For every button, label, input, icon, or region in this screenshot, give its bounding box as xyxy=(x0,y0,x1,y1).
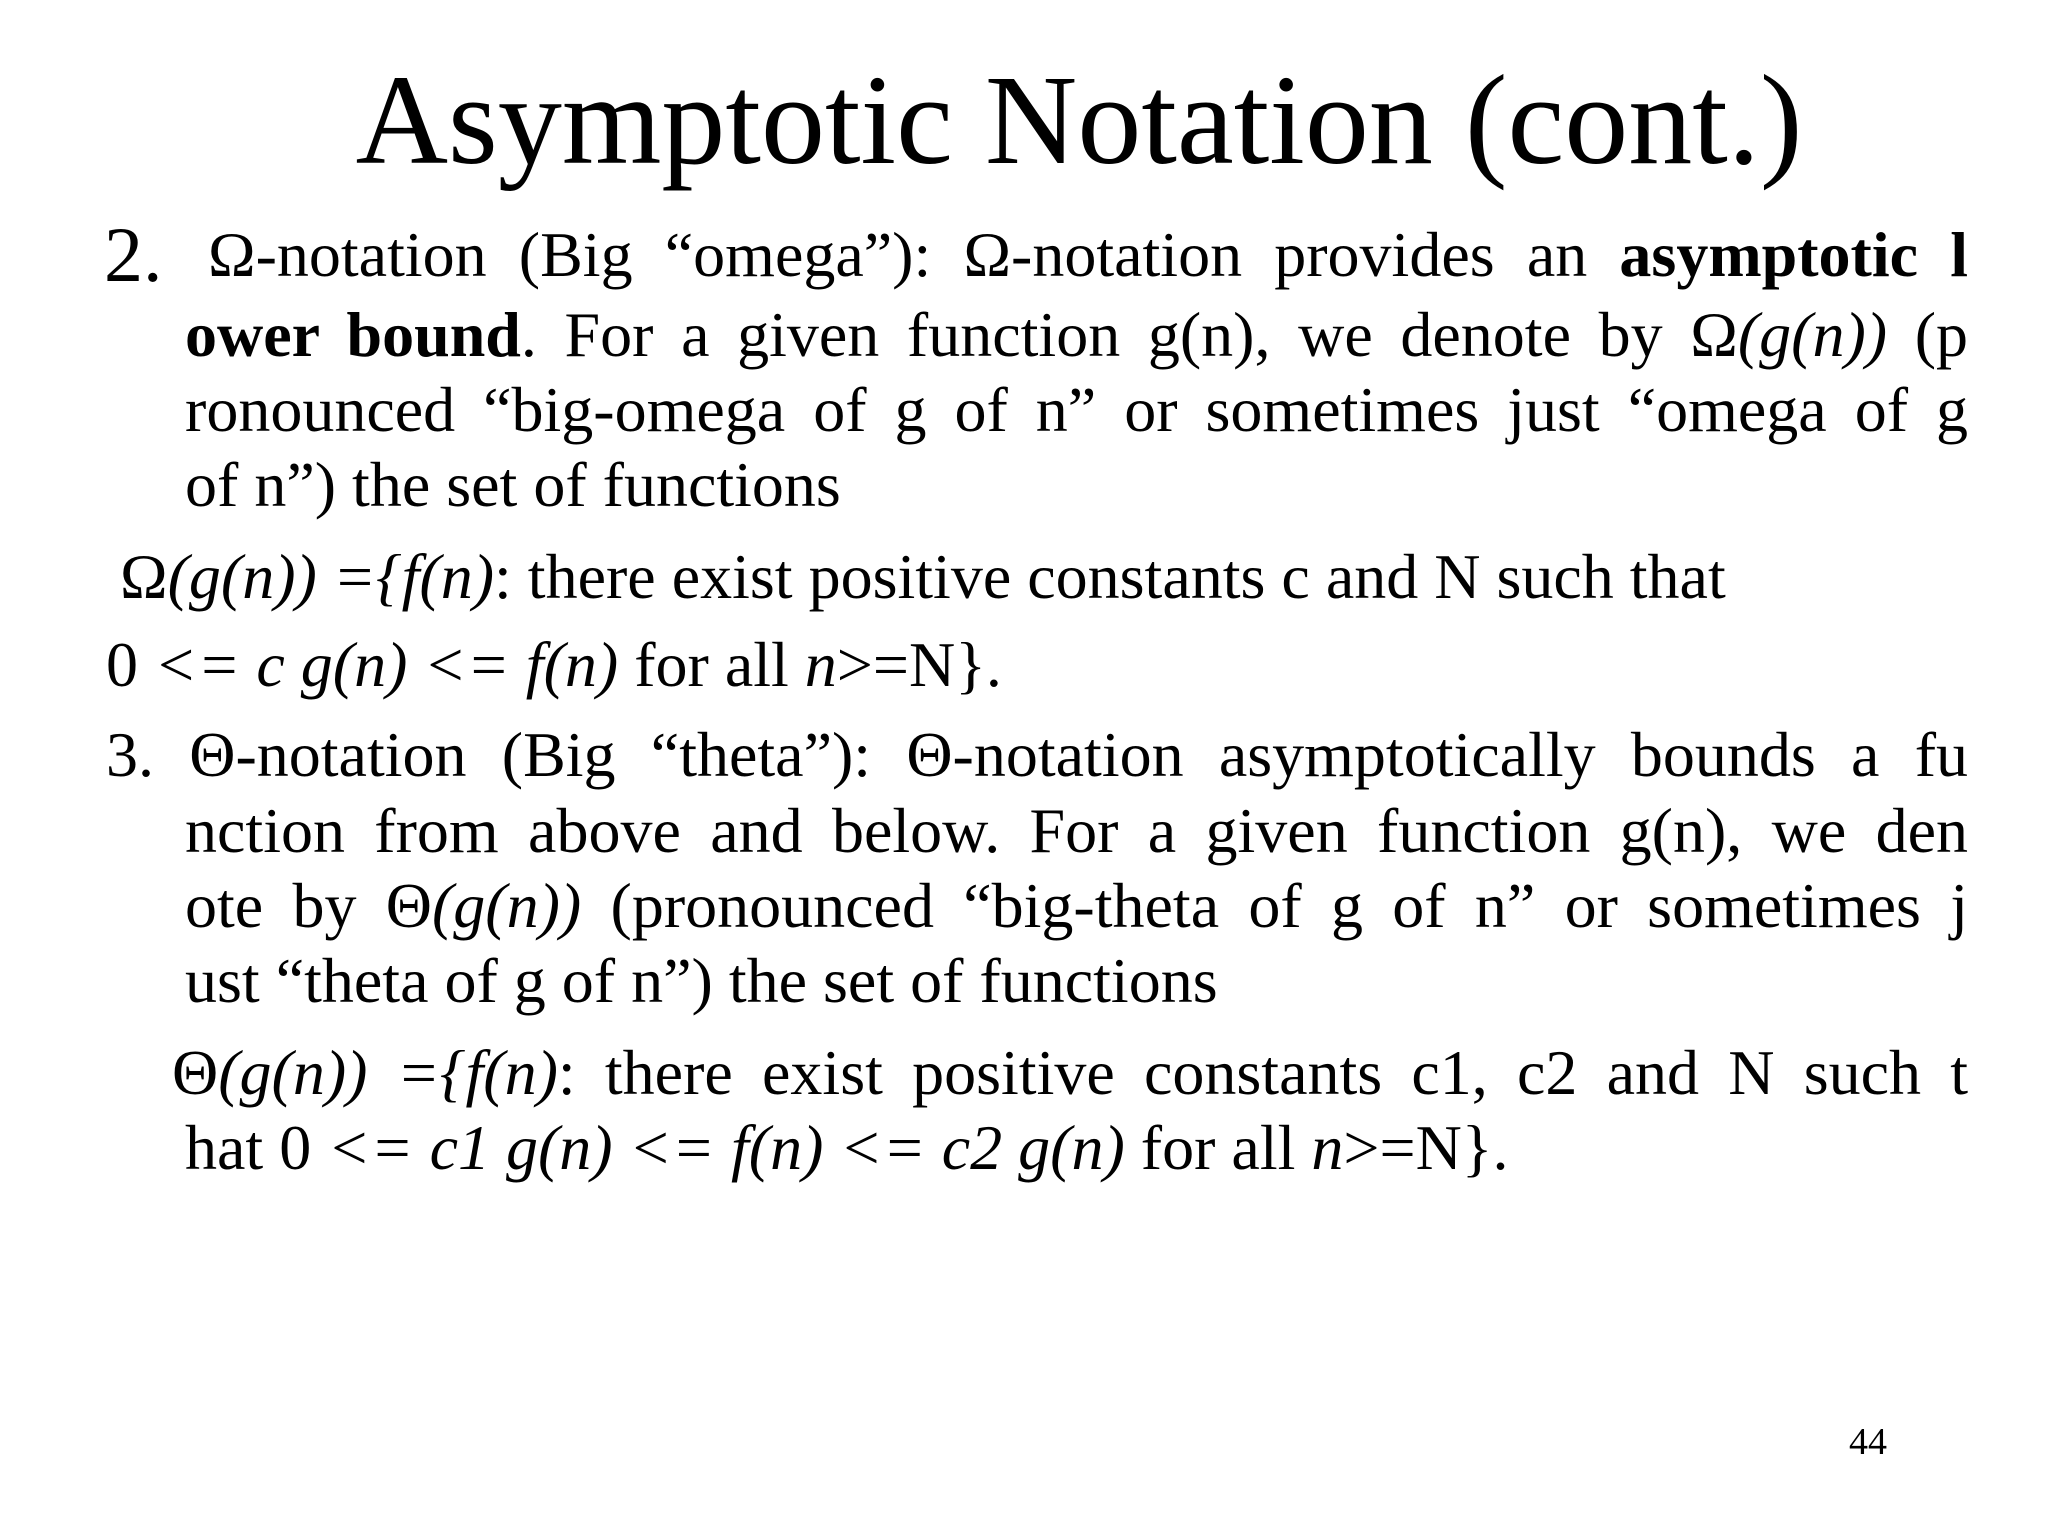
theta-definition-line-2 xyxy=(185,1111,1509,1185)
omega-definition-line-1 xyxy=(120,540,1726,614)
theta-paragraph-line-3 xyxy=(185,869,1968,943)
omega-item-number: 2. xyxy=(104,211,163,298)
slide-title: Asymptotic Notation (cont.) xyxy=(355,49,1803,191)
theta-paragraph-line-2: nction from above and below. For a given function g(n), we den xyxy=(185,795,1968,866)
omega-def2-pre: 0 xyxy=(106,629,154,700)
theta-line3-italic: (g(n)) xyxy=(431,870,582,941)
theta-def1-italic: (g(n)) ={f(n) xyxy=(218,1037,558,1108)
theta-def2-n: n xyxy=(1311,1112,1344,1183)
omega-line1-text: Ω-notation (Big “omega”): Ω-notation provides an xyxy=(208,219,1620,290)
omega-paragraph-line-1 xyxy=(208,218,1968,292)
theta-paragraph-line-1: 3. Θ-notation (Big “theta”): Θ-notation asymptotically bounds a fu xyxy=(106,719,1968,790)
theta-symbol: Θ xyxy=(172,1037,219,1108)
theta-def2-mid: for all xyxy=(1124,1112,1312,1183)
omega-symbol: Ω xyxy=(120,541,168,612)
omega-paragraph-line-4: of n”) the set of functions xyxy=(185,449,841,520)
theta-definition-line-1 xyxy=(172,1036,1968,1110)
omega-def2-n: n xyxy=(804,629,837,700)
omega-paragraph-line-3: ronounced “big-omega of g of n” or sometimes just “omega of g xyxy=(185,374,1968,445)
theta-line3-tail: (pronounced “big-theta of g of n” or sometimes j xyxy=(581,870,1969,941)
omega-def1-text: : there exist positive constants c and N such that xyxy=(494,541,1726,612)
omega-def2-italic: <= c g(n) <= f(n) xyxy=(154,629,619,700)
theta-def2-post: >=N}. xyxy=(1343,1112,1509,1183)
theta-def2-pre: hat 0 xyxy=(185,1112,328,1183)
page-number: 44 xyxy=(1849,1421,1887,1463)
omega-def2-post: >=N}. xyxy=(836,629,1002,700)
omega-line2-italic: (g(n)) xyxy=(1737,299,1888,370)
omega-line2-tail: (p xyxy=(1887,299,1969,370)
omega-def2-mid: for all xyxy=(618,629,805,700)
omega-bold-term-part2: ower bound xyxy=(185,299,521,370)
omega-paragraph-line-2 xyxy=(185,298,1968,372)
omega-definition-line-2 xyxy=(106,628,1002,702)
theta-def2-italic: <= c1 g(n) <= f(n) <= c2 g(n) xyxy=(327,1112,1125,1183)
omega-bold-term-part1: asymptotic l xyxy=(1619,219,1969,290)
omega-def1-italic: (g(n)) ={f(n) xyxy=(167,541,494,612)
theta-line3-text: ote by Θ xyxy=(185,870,432,941)
theta-def1-text: : there exist positive constants c1, c2 and N such t xyxy=(557,1037,1968,1108)
theta-paragraph-line-4: ust “theta of g of n”) the set of functions xyxy=(185,945,1218,1016)
omega-line2-text: . For a given function g(n), we denote by Ω xyxy=(520,299,1738,370)
